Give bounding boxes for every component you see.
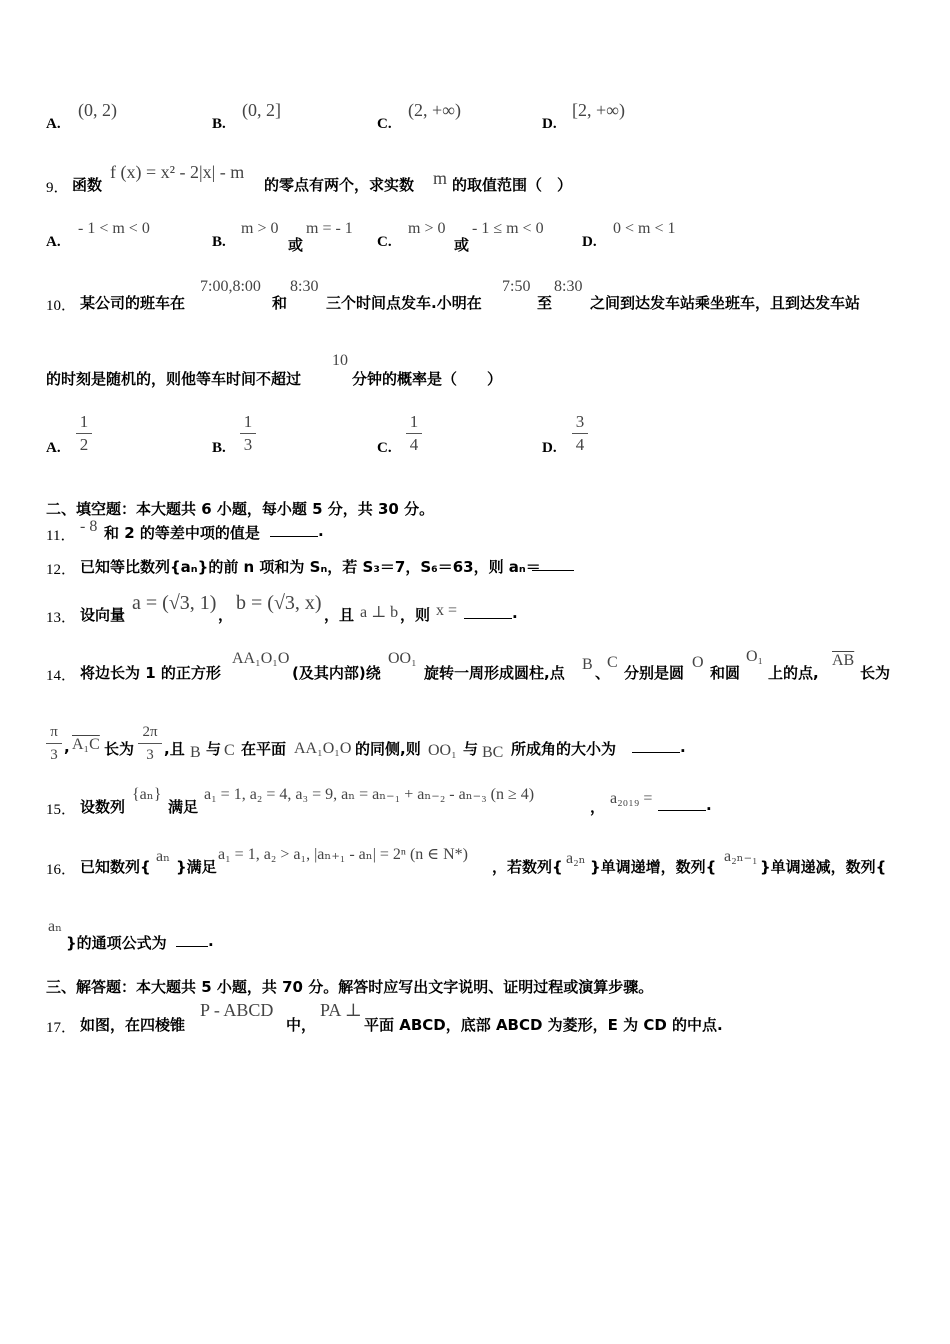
q14-text-11: 在平面 — [241, 740, 287, 758]
q8-option-a-label: A. — [46, 116, 61, 132]
q14-fraction-2pi-den: 3 — [146, 747, 154, 763]
q16-number: 16． — [46, 862, 77, 878]
q16-line2-text: }的通项公式为 — [66, 934, 167, 952]
q17-text-1: 如图，在四棱锥 — [80, 1016, 186, 1034]
q14-point-b: B — [582, 656, 593, 673]
q10-option-b-label: B. — [212, 440, 226, 456]
q10-to: 8:30 — [554, 278, 583, 295]
q13-answer-blank[interactable] — [464, 604, 512, 619]
q10-from: 7:50 — [502, 278, 531, 295]
q10-text-2: 和 — [272, 294, 288, 312]
q14-text-3: 旋转一周形成圆柱,点 — [424, 664, 565, 682]
q9-option-c-label: C. — [377, 234, 392, 250]
q10-option-b-num: 1 — [243, 412, 253, 431]
q9-option-c-value2: - 1 ≤ m < 0 — [472, 220, 544, 237]
q11-text: 和 2 的等差中项的值是 — [104, 524, 260, 542]
q14-fraction-pi-num: π — [50, 724, 58, 740]
q8-option-a-value: (0, 2) — [78, 100, 117, 120]
q14-point-c: C — [607, 654, 618, 671]
q9-formula: f (x) = x² - 2|x| - m — [110, 162, 245, 182]
q8-option-d-value: [2, +∞) — [572, 100, 625, 120]
q15-sequence: {aₙ} — [132, 786, 162, 803]
q10-option-d-label: D. — [542, 440, 557, 456]
q14-fraction-pi-3 — [46, 722, 62, 765]
q14-plane: AA₁O₁O — [294, 740, 352, 757]
q10-times: 7:00,8:00 — [200, 278, 261, 295]
q17-pa-perp: PA ⊥ — [320, 1000, 362, 1020]
q13-text-2: ， — [218, 606, 234, 624]
q11-answer-blank[interactable] — [270, 522, 318, 537]
q10-line2-b: 分钟的概率是（ ） — [352, 370, 503, 388]
q9-option-d-value: 0 < m < 1 — [613, 220, 676, 237]
q14-end: . — [680, 738, 686, 756]
q14-text-12: 的同侧,则 — [355, 740, 421, 758]
q10-option-c-label: C. — [377, 440, 392, 456]
q14-bc: BC — [482, 744, 504, 761]
q14-fraction-pi-den: 3 — [50, 747, 58, 763]
q9-option-b-label: B. — [212, 234, 226, 250]
q10-option-c-num: 1 — [409, 412, 419, 431]
q17-number: 17． — [46, 1020, 77, 1036]
q9-text-3: 的取值范围（ ） — [452, 176, 573, 194]
q15-answer-blank[interactable] — [658, 796, 706, 811]
q10-option-a-num: 1 — [79, 412, 89, 431]
q16-text-4: }单调递增，数列{ — [590, 858, 717, 876]
q14-circle-o: O — [692, 654, 704, 671]
q14-fraction-2pi-3 — [138, 722, 162, 765]
q16-a2n: a₂ₙ — [566, 850, 586, 867]
q10-time3: 8:30 — [290, 278, 319, 295]
q8-option-b-value: (0, 2] — [242, 100, 281, 120]
q12-answer-blank[interactable] — [532, 556, 574, 571]
q14-text-13: 与 — [463, 740, 479, 758]
q13-end: . — [512, 604, 518, 622]
q15-text-1: 设数列 — [80, 798, 126, 816]
q8-option-d-label: D. — [542, 116, 557, 132]
q8-option-c-label: C. — [377, 116, 392, 132]
q10-option-b-fraction — [240, 412, 256, 455]
q16-condition: a₁ = 1, a₂ > a₁, |aₙ₊₁ - aₙ| = 2ⁿ (n ∈ N*) — [218, 846, 469, 863]
q10-option-d-num: 3 — [575, 412, 585, 431]
q10-option-d-den: 4 — [575, 435, 585, 454]
q16-line2-an: aₙ — [48, 918, 63, 935]
q14-separator: 、 — [595, 664, 611, 682]
q14-arc-a1c: A₁C — [72, 736, 100, 753]
q9-text-2: 的零点有两个，求实数 — [264, 176, 415, 194]
q12-text: 已知等比数列{aₙ}的前 n 项和为 Sₙ，若 S₃＝7，S₆＝63，则 aₙ＝ — [80, 558, 541, 576]
q14-text-9: ,且 — [164, 740, 185, 758]
q14-comma: , — [64, 738, 70, 756]
q10-number: 10． — [46, 298, 77, 314]
q9-option-b-value2: m = - 1 — [306, 220, 353, 237]
q10-option-a-fraction — [76, 412, 92, 455]
q16-an: aₙ — [156, 848, 171, 865]
q17-text-2: 中， — [286, 1016, 317, 1034]
q11-end: . — [318, 522, 324, 540]
q14-fraction-2pi-num: 2π — [142, 724, 158, 740]
q14-circle-o1: O₁ — [746, 648, 764, 665]
q9-var-m: m — [433, 168, 448, 188]
q15-text-3: ， — [590, 798, 606, 816]
q12-number: 12． — [46, 562, 77, 578]
q14-text-4: 分别是圆 — [624, 664, 685, 682]
section-2-heading: 二、填空题：本大题共 6 小题，每小题 5 分，共 30 分。 — [46, 500, 435, 518]
q10-text-1: 某公司的班车在 — [80, 294, 186, 312]
q17-pyramid: P - ABCD — [200, 1000, 274, 1020]
q14-point-c2: C — [224, 742, 235, 759]
q14-text-6: 上的点, — [768, 664, 819, 682]
q13-x-equals: x = — [436, 602, 458, 619]
q16-end: . — [208, 932, 214, 950]
q14-text-5: 和圆 — [710, 664, 741, 682]
q14-text-14: 所成角的大小为 — [511, 740, 617, 758]
q14-text-2: (及其内部)绕 — [292, 664, 381, 682]
q14-square: AA₁O₁O — [232, 650, 290, 667]
q10-ten: 10 — [332, 352, 348, 369]
q14-number: 14． — [46, 668, 77, 684]
q10-option-c-den: 4 — [409, 435, 419, 454]
q10-option-a-label: A. — [46, 440, 61, 456]
q13-vector-a: a = (√3, 1) — [132, 592, 217, 614]
q13-text-3: ，且 — [324, 606, 355, 624]
q14-text-10: 与 — [206, 740, 222, 758]
q13-vector-b: b = (√3, x) — [236, 592, 322, 614]
q14-text-8: 长为 — [104, 740, 135, 758]
q10-line2-a: 的时刻是随机的，则他等车时间不超过 — [46, 370, 302, 388]
q10-text-3: 三个时间点发车.小明在 — [326, 294, 482, 312]
q10-option-c-fraction — [406, 412, 422, 455]
q14-oo1: OO₁ — [428, 742, 457, 759]
q9-option-b-or: 或 — [288, 236, 304, 254]
q9-option-a-label: A. — [46, 234, 61, 250]
q16-text-3: ，若数列{ — [492, 858, 563, 876]
q15-end: . — [706, 796, 712, 814]
q9-option-c-value: m > 0 — [408, 220, 446, 237]
q9-option-b-value: m > 0 — [241, 220, 279, 237]
q15-text-2: 满足 — [168, 798, 199, 816]
q14-text-7: 长为 — [860, 664, 891, 682]
q15-target: a₂₀₁₉ = — [610, 790, 653, 807]
q9-number: 9． — [46, 180, 69, 196]
q13-text-4: ，则 — [400, 606, 431, 624]
q10-text-4: 至 — [537, 294, 553, 312]
q16-text-5: }单调递减，数列{ — [760, 858, 887, 876]
q13-perp: a ⊥ b — [360, 604, 399, 621]
q9-option-d-label: D. — [582, 234, 597, 250]
q9-option-c-or: 或 — [454, 236, 470, 254]
q15-condition: a₁ = 1, a₂ = 4, a₃ = 9, aₙ = aₙ₋₁ + aₙ₋₂ - aₙ₋₃ (n ≥ 4) — [204, 786, 535, 803]
q14-point-b2: B — [190, 744, 201, 761]
q11-value: - 8 — [80, 518, 98, 535]
q14-answer-blank[interactable] — [632, 738, 680, 753]
q9-option-a-value: - 1 < m < 0 — [78, 220, 150, 237]
q11-number: 11． — [46, 528, 76, 544]
q14-axis: OO₁ — [388, 650, 417, 667]
q16-text-1: 已知数列{ — [80, 858, 151, 876]
q8-option-b-label: B. — [212, 116, 226, 132]
q14-text-1: 将边长为 1 的正方形 — [80, 664, 221, 682]
q16-a2n1: a₂ₙ₋₁ — [724, 848, 758, 865]
q10-option-d-fraction — [572, 412, 588, 455]
q15-number: 15． — [46, 802, 77, 818]
q14-arc-ab: $\overline{AB}$ — [832, 652, 855, 669]
q10-option-a-den: 2 — [79, 435, 89, 454]
q13-text-1: 设向量 — [80, 606, 126, 624]
section-3-heading: 三、解答题：本大题共 5 小题，共 70 分。解答时应写出文字说明、证明过程或演算步骤。 — [46, 978, 654, 996]
q9-text-1: 函数 — [72, 176, 103, 194]
q16-text-2: }满足 — [176, 858, 217, 876]
q10-option-b-den: 3 — [243, 435, 253, 454]
q13-number: 13． — [46, 610, 77, 626]
q16-answer-blank[interactable] — [176, 932, 208, 947]
q10-text-5: 之间到达发车站乘坐班车，且到达发车站 — [590, 294, 861, 312]
q17-text-3: 平面 ABCD，底部 ABCD 为菱形，E 为 CD 的中点. — [364, 1016, 723, 1034]
q8-option-c-value: (2, +∞) — [408, 100, 461, 120]
